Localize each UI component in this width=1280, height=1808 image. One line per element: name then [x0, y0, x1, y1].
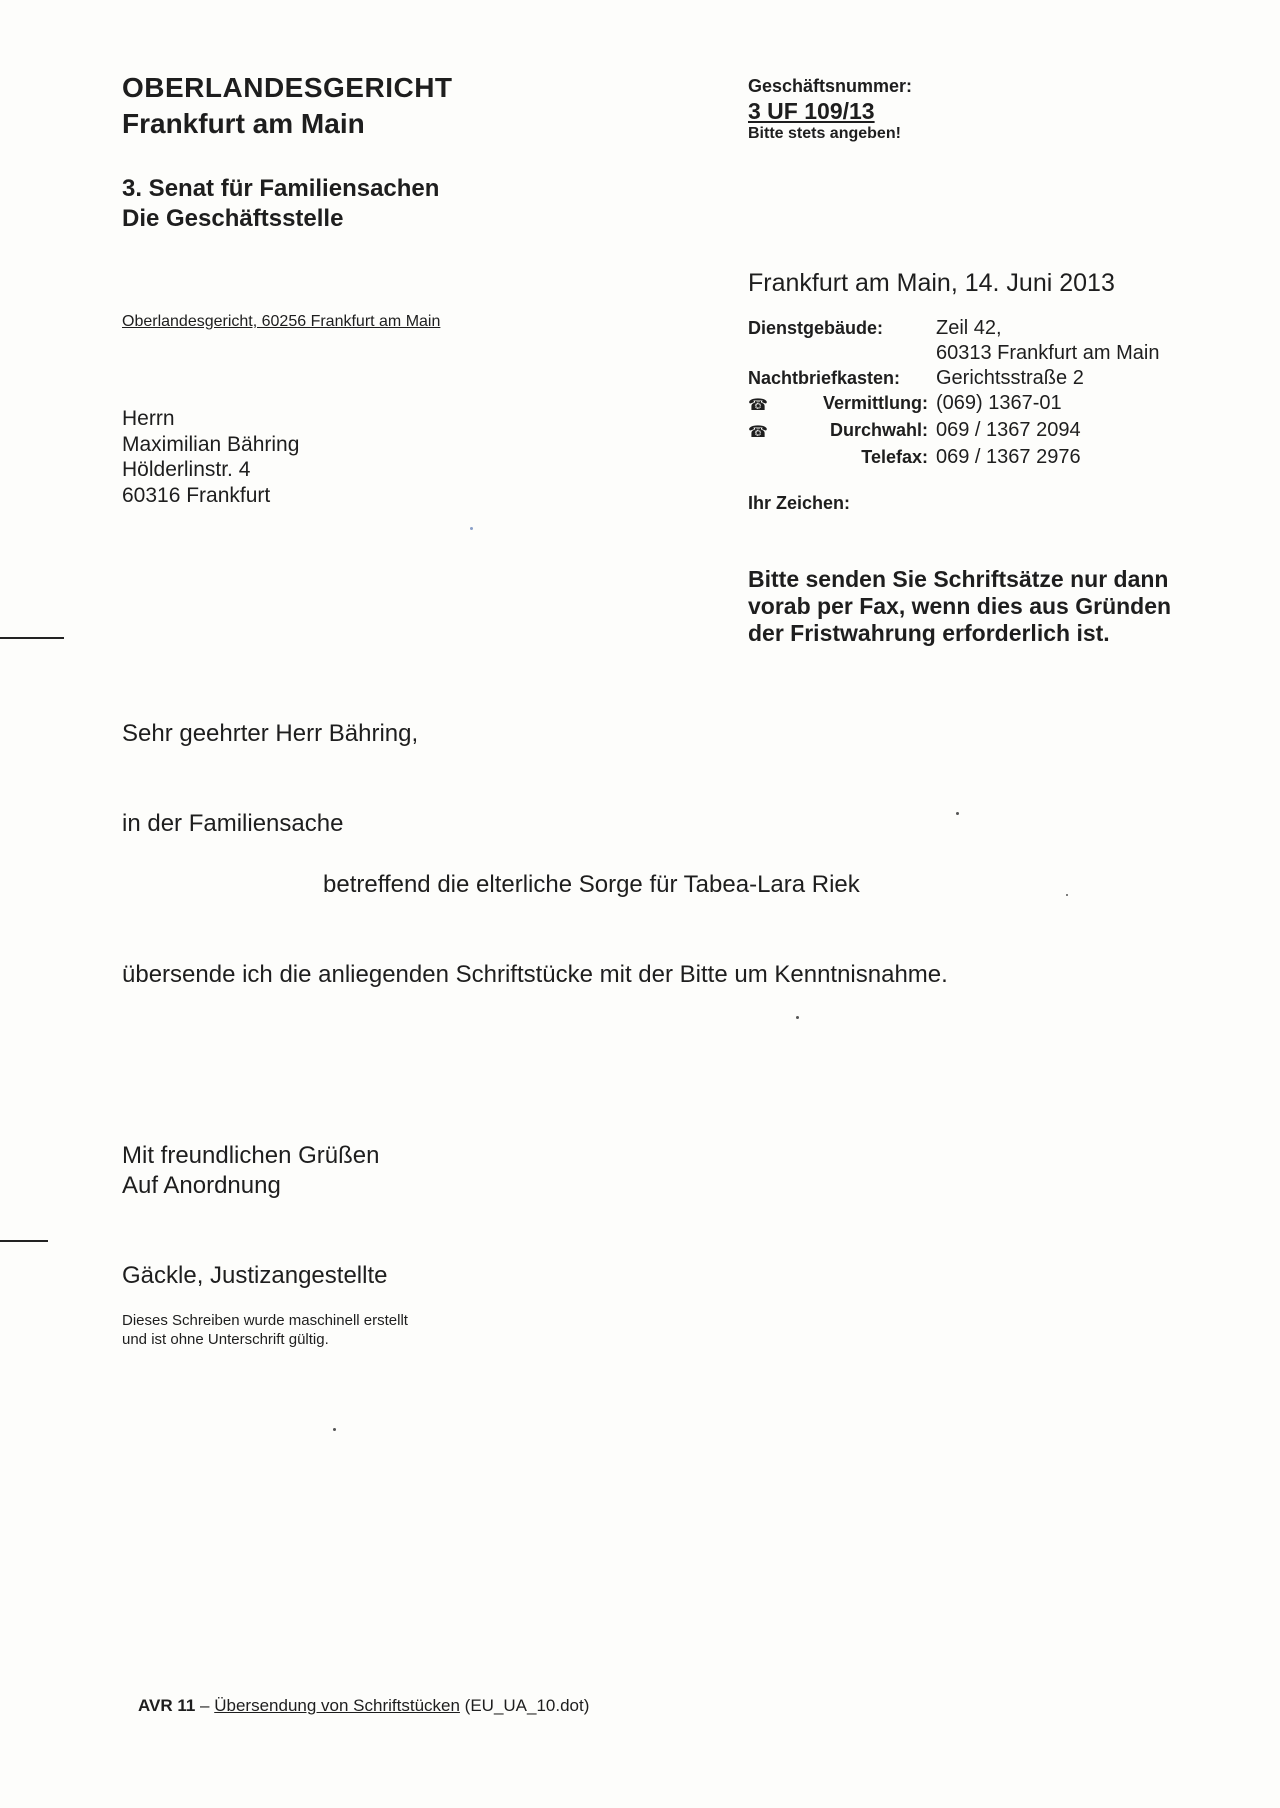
scan-speck — [956, 812, 959, 815]
switchboard-label: Vermittlung: — [822, 393, 928, 413]
fax-notice — [748, 566, 1171, 647]
senate-name: 3. Senat für Familiensachen — [122, 175, 440, 202]
form-footer — [138, 1696, 589, 1716]
court-name: OBERLANDESGERICHT — [122, 72, 453, 103]
fax-label: Telefax: — [861, 447, 928, 467]
automated-note-line: und ist ohne Unterschrift gültig. — [122, 1331, 329, 1348]
fax-notice-line: der Fristwahrung erforderlich ist. — [748, 620, 1110, 646]
switchboard-value: (069) 1367-01 — [936, 392, 1062, 414]
recipient-city: 60316 Frankfurt — [122, 483, 271, 507]
court-city: Frankfurt am Main — [122, 108, 365, 139]
mailbox-label: Nachtbriefkasten: — [748, 368, 901, 388]
building-line1: Zeil 42, — [936, 317, 1002, 339]
telephone-icon: ☎ — [748, 397, 768, 414]
case-number-label: Geschäftsnummer: — [748, 76, 913, 96]
direct-dial-label: Durchwahl: — [829, 420, 928, 440]
matter-intro: in der Familiensache — [122, 810, 344, 837]
automated-letter-note — [122, 1311, 408, 1349]
footer-separator: – — [195, 1696, 215, 1715]
matter-subject: betreffend die elterliche Sorge für Tabea-Lara Riek — [323, 871, 860, 898]
direct-dial-value: 069 / 1367 2094 — [936, 419, 1081, 441]
fax-value: 069 / 1367 2976 — [936, 446, 1081, 468]
telephone-icon: ☎ — [748, 424, 768, 441]
letter-salutation: Sehr geehrter Herr Bähring, — [122, 720, 419, 747]
signer-name: Gäckle, Justizangestellte — [122, 1262, 388, 1289]
recipient-salutation: Herrn — [122, 407, 175, 430]
recipient-address — [122, 406, 299, 508]
form-title: Übersendung von Schriftstücken — [214, 1696, 460, 1715]
closing-greeting: Mit freundlichen Grüßen — [122, 1142, 380, 1169]
building-line2: 60313 Frankfurt am Main — [936, 342, 1160, 364]
letter-date: Frankfurt am Main, 14. Juni 2013 — [748, 269, 1115, 297]
recipient-street: Hölderlinstr. 4 — [122, 458, 251, 481]
your-reference-label: Ihr Zeichen: — [748, 493, 851, 513]
building-label: Dienstgebäude: — [748, 318, 884, 338]
fax-notice-line: Bitte senden Sie Schriftsätze nur dann — [748, 566, 1169, 592]
scan-speck — [1066, 894, 1068, 896]
fold-mark — [0, 637, 64, 639]
fold-mark — [0, 1240, 48, 1242]
scan-speck — [796, 1016, 799, 1019]
scan-speck — [470, 527, 473, 530]
scan-speck — [333, 1428, 336, 1431]
office-name: Die Geschäftsstelle — [122, 205, 344, 232]
closing-authority: Auf Anordnung — [122, 1172, 281, 1199]
case-number-note: Bitte stets angeben! — [748, 125, 901, 142]
case-number: 3 UF 109/13 — [748, 98, 875, 124]
automated-note-line: Dieses Schreiben wurde maschinell erstellt — [122, 1312, 408, 1329]
fax-notice-line: vorab per Fax, wenn dies aus Gründen — [748, 593, 1172, 619]
letter-body: übersende ich die anliegenden Schriftstücke mit der Bitte um Kenntnisnahme. — [122, 961, 948, 988]
recipient-name: Maximilian Bähring — [122, 432, 300, 456]
sender-return-address: Oberlandesgericht, 60256 Frankfurt am Main — [122, 313, 441, 330]
form-template: (EU_UA_10.dot) — [459, 1696, 590, 1715]
form-code: AVR 11 — [138, 1696, 196, 1715]
contact-details — [748, 316, 1159, 470]
mailbox-value: Gerichtsstraße 2 — [936, 367, 1084, 389]
